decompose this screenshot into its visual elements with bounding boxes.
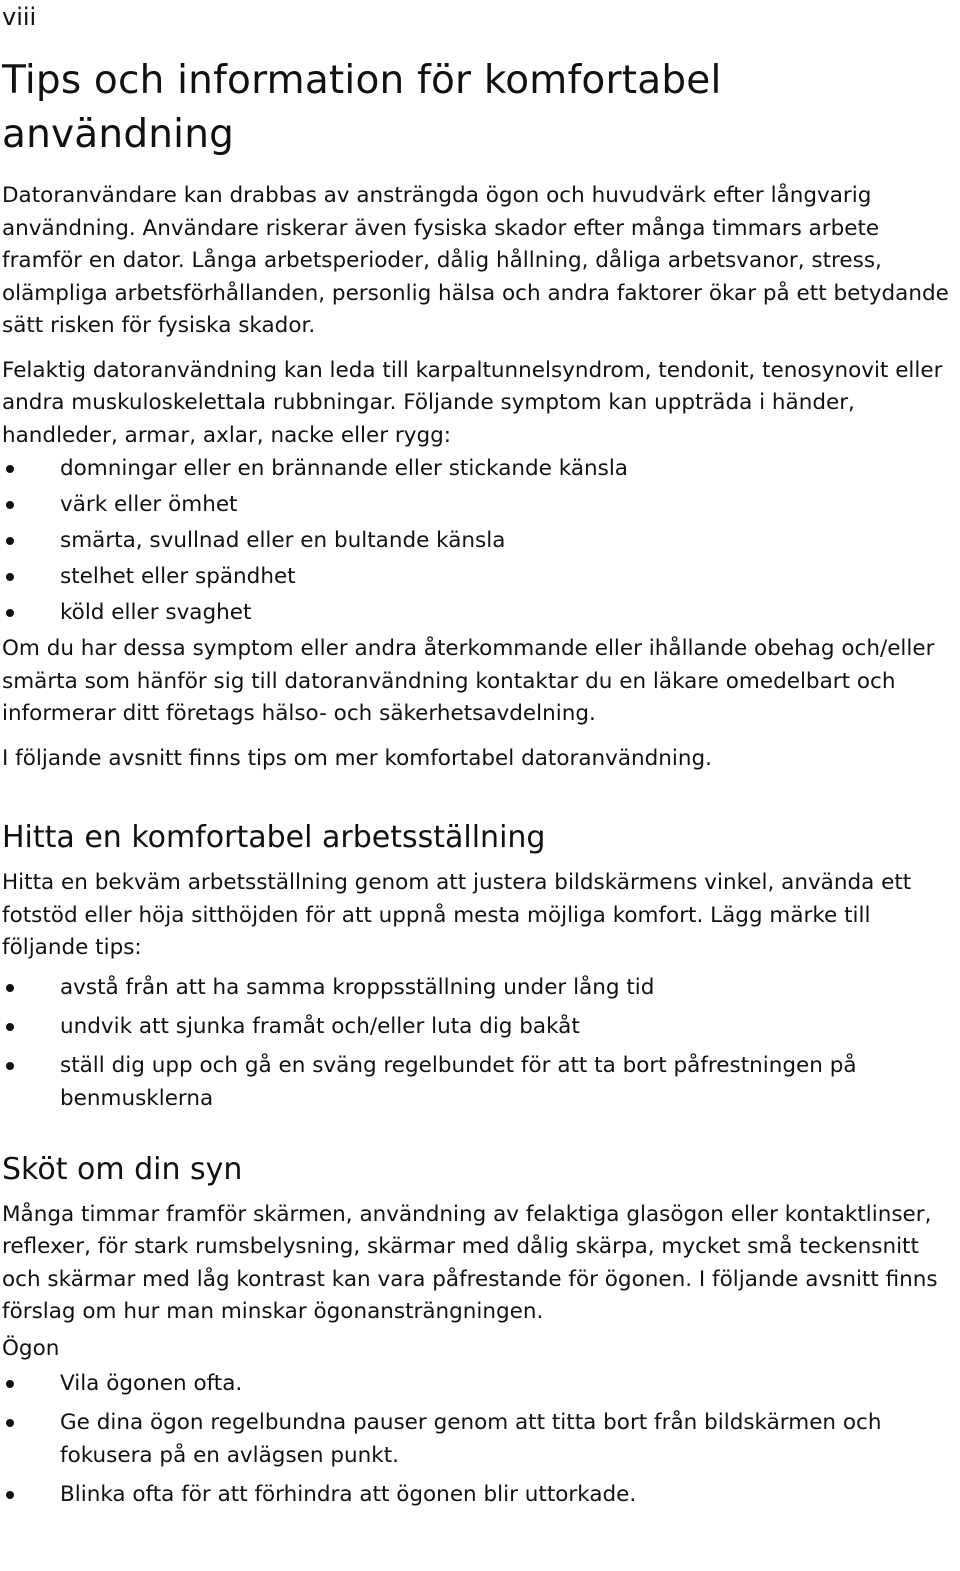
- list-item: [2, 560, 956, 593]
- symptom-list: [2, 452, 956, 629]
- list-item: [2, 524, 956, 557]
- bullet-icon: [6, 537, 14, 545]
- section-heading-position: Hitta en komfortabel arbetsställning: [2, 820, 546, 855]
- bullet-icon: [6, 501, 14, 509]
- bullet-icon: [6, 984, 14, 992]
- list-item: [2, 596, 956, 629]
- list-item-text: Blinka ofta för att förhindra att ögonen blir uttorkade.: [60, 1482, 637, 1507]
- list-item: [2, 1010, 956, 1043]
- section-heading-vision: Sköt om din syn: [2, 1151, 243, 1187]
- intro-paragraph-4: I följande avsnitt finns tips om mer komfortabel datoranvändning.: [2, 745, 713, 771]
- list-item-text: stelhet eller spändhet: [60, 564, 296, 589]
- bullet-icon: [6, 1023, 14, 1031]
- intro-paragraph-1: Datoranvändare kan drabbas av ansträngda ögon och huvudvärk efter långvarig användning. Användare riskerar även fysiska skador efter många timmars arbete framför en dator. Långa arbetsperioder, dålig hållning, dåliga arbetsvanor, stress, olämpliga arbetsförhållanden, personlig hälsa och andra faktorer ökar på ett betydande sätt risken för fysiska skador.: [2, 183, 949, 338]
- list-item: [2, 1049, 956, 1115]
- position-paragraph: Hitta en bekväm arbetsställning genom att justera bildskärmens vinkel, använda ett fotstöd eller höja sitthöjden för att uppnå mesta möjliga komfort. Lägg märke till följande tips:: [2, 870, 912, 960]
- list-item-text: ställ dig upp och gå en sväng regelbundet för att ta bort påfrestningen på benmusklerna: [60, 1052, 857, 1111]
- intro-paragraph-2: Felaktig datoranvändning kan leda till karpaltunnelsyndrom, tendonit, tenosynovit eller andra muskuloskelettala rubbningar. Följande symptom kan uppträda i händer, handleder, armar, axlar, nacke eller rygg:: [2, 357, 943, 448]
- intro-paragraph-3: Om du har dessa symptom eller andra återkommande eller ihållande obehag och/eller smärta som hänför sig till datoranvändning kontaktar du en läkare omedelbart och informerar ditt företags hälso- och säkerhetsavdelning.: [2, 636, 935, 726]
- bullet-icon: [6, 573, 14, 581]
- page-title: Tips och information för komfortabel användning: [2, 58, 722, 157]
- bullet-icon: [6, 1380, 14, 1388]
- eye-tips-list: [2, 1367, 956, 1511]
- list-item-text: Vila ögonen ofta.: [60, 1371, 243, 1396]
- list-item: [2, 1406, 956, 1472]
- page-number: viii: [2, 3, 37, 31]
- list-item: [2, 971, 956, 1004]
- list-item: [2, 1367, 956, 1400]
- bullet-icon: [6, 1491, 14, 1499]
- eyes-subheading: Ögon: [2, 1335, 60, 1361]
- bullet-icon: [6, 1062, 14, 1070]
- list-item: [2, 452, 956, 485]
- vision-paragraph: Många timmar framför skärmen, användning av felaktiga glasögon eller kontaktlinser, reflexer, för stark rumsbelysning, skärmar med dålig skärpa, mycket små teckensnitt och skärmar med låg kontrast kan vara påfrestande för ögonen. I följande avsnitt finns förslag om hur man minskar ögonansträngningen.: [2, 1201, 938, 1324]
- list-item: [2, 1478, 956, 1511]
- list-item-text: domningar eller en brännande eller stickande känsla: [60, 456, 628, 481]
- list-item-text: värk eller ömhet: [60, 492, 238, 517]
- list-item: [2, 488, 956, 521]
- list-item-text: Ge dina ögon regelbundna pauser genom att titta bort från bildskärmen och fokusera på en avlägsen punkt.: [60, 1410, 882, 1468]
- list-item-text: undvik att sjunka framåt och/eller luta dig bakåt: [60, 1013, 580, 1039]
- list-item-text: avstå från att ha samma kroppsställning under lång tid: [60, 974, 655, 1000]
- bullet-icon: [6, 465, 14, 473]
- position-tips-list: [2, 971, 956, 1115]
- bullet-icon: [6, 609, 14, 617]
- list-item-text: smärta, svullnad eller en bultande känsla: [60, 528, 506, 553]
- list-item-text: köld eller svaghet: [60, 600, 252, 625]
- bullet-icon: [6, 1419, 14, 1427]
